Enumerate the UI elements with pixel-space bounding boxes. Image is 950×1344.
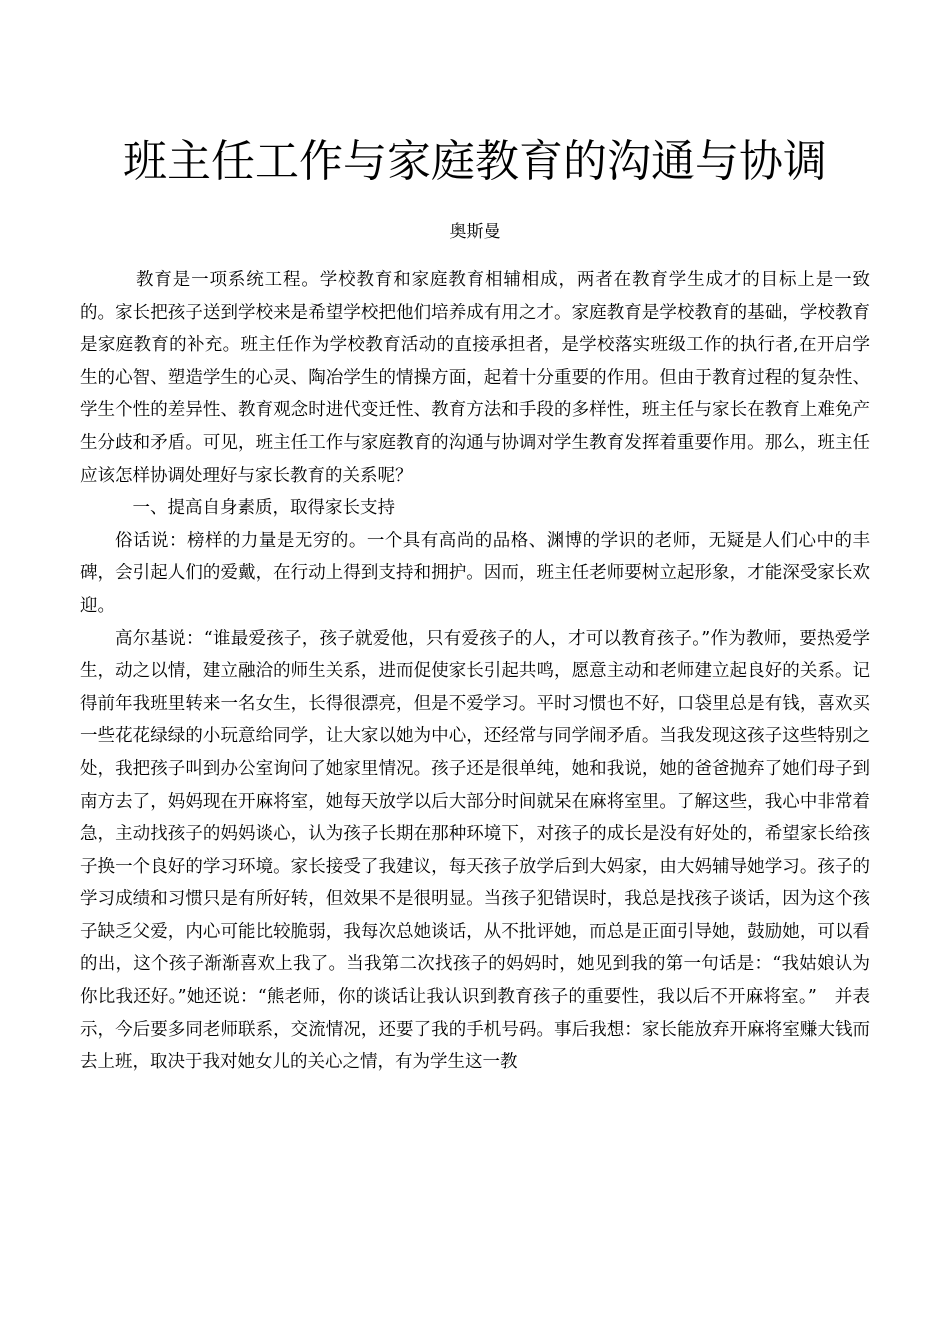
paragraph-gorky-story: 高尔基说：“谁最爱孩子，孩子就爱他，只有爱孩子的人，才可以教育孩子。”作为教师，要热爱学生，动之以情，建立融洽的师生关系，进而促使家长引起共鸣，愿意主动和老师建立起良好的关系。记得前年我班里转来一名女生，长得很漂亮，但是不爱学习。平时习惯也不好，口袋里总是有钱，喜欢买一些花花绿绿的小玩意给同学，让大家以她为中心，还经常与同学闹矛盾。当我发现这孩子这些特别之处，我把孩子叫到办公室询问了她家里情况。孩子还是很单纯，她和我说，她的爸爸抛弃了她们母子到南方去了，妈妈现在开麻将室，她每天放学以后大部分时间就呆在麻将室里。了解这些，我心中非常着急，主动找孩子的妈妈谈心，认为孩子长期在那种环境下，对孩子的成长是没有好处的，希望家长给孩子换一个良好的学习环境。家长接受了我建议，每天孩子放学后到大妈家，由大妈辅导她学习。孩子的学习成绩和习惯只是有所好转，但效果不是很明显。当孩子犯错误时，我总是找孩子谈话，因为这个孩子缺乏父爱，内心可能比较脆弱，我每次总她谈话，从不批评她，而总是正面引导她，鼓励她，可以看的出，这个孩子渐渐喜欢上我了。当我第二次找孩子的妈妈时，她见到我的第一句话是：“我姑娘认为你比我还好。”她还说：“熊老师，你的谈话让我认识到教育孩子的重要性，我以后不开麻将室。” 并表示，今后要多同老师联系，交流情况，还要了我的手机号码。事后我想：家长能放弃开麻将室赚大钱而去上班，取决于我对她女儿的关心之情，有为学生这一教 [80,628,870,1073]
paragraph-intro: 教育是一项系统工程。学校教育和家庭教育相辅相成，两者在教育学生成才的目标上是一致的。家长把孩子送到学校来是希望学校把他们培养成有用之才。家庭教育是学校教育的基础，学校教育是家庭教育的补充。班主任作为学校教育活动的直接承担者，是学校落实班级工作的执行者,在开启学生的心智、塑造学生的心灵、陶冶学生的情操方面，起着十分重要的作用。但由于教育过程的复杂性、学生个性的差异性、教育观念时进代变迁性、教育方法和手段的多样性，班主任与家长在教育上难免产生分歧和矛盾。可见，班主任工作与家庭教育的沟通与协调对学生教育发挥着重要作用。那么，班主任应该怎样协调处理好与家长教育的关系呢？ [80,270,870,486]
document-author: 奥斯曼 [449,222,501,242]
document-title: 班主任工作与家庭教育的沟通与协调 [123,136,827,187]
paragraph-proverb: 俗话说：榜样的力量是无穷的。一个具有高尚的品格、渊博的学识的老师，无疑是人们心中的丰碑，会引起人们的爱戴，在行动上得到支持和拥护。因而，班主任老师要树立起形象，才能深受家长欢迎。 [80,530,870,616]
document-body [80,264,870,1079]
section-heading-1: 一、提高自身素质，取得家长支持 [132,498,395,519]
